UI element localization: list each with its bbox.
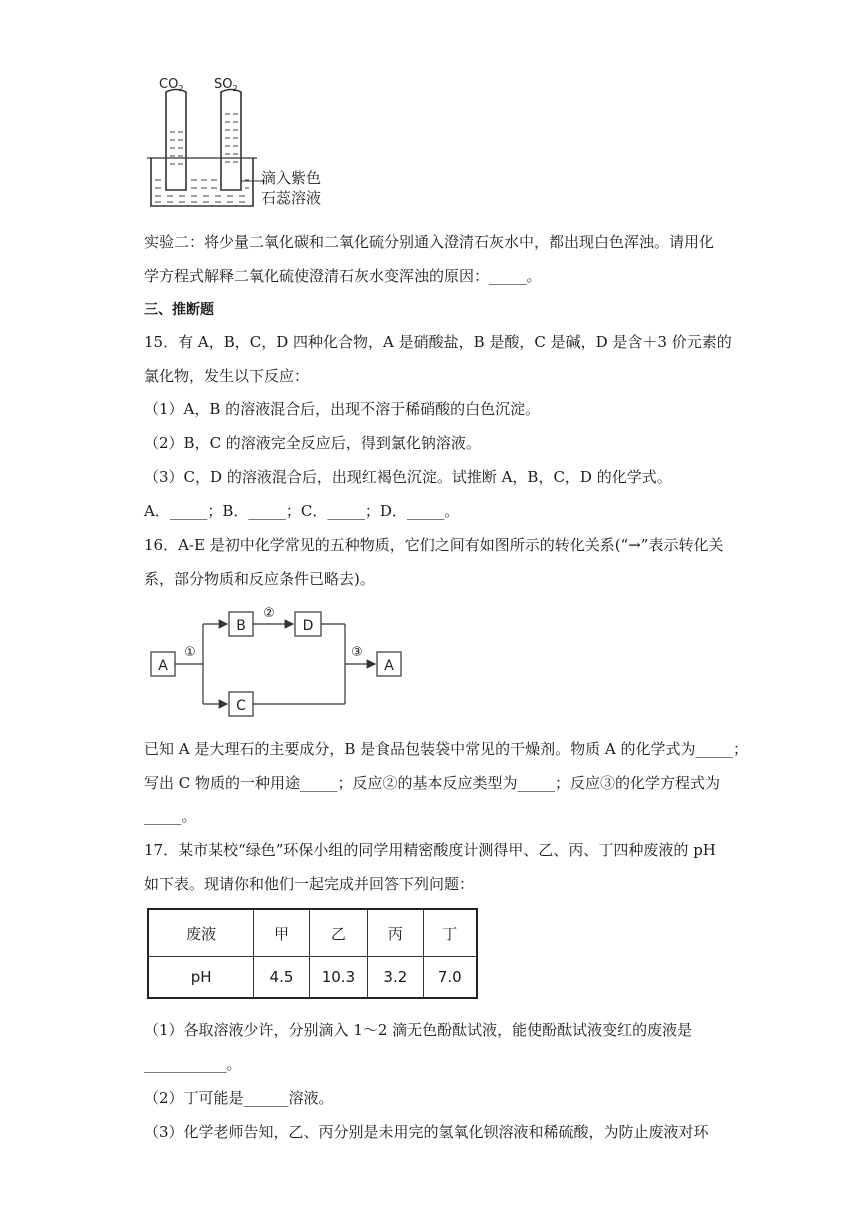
svg-text:B: B — [236, 618, 246, 634]
svg-text:A: A — [384, 658, 394, 674]
svg-text:D: D — [302, 618, 314, 634]
q17-sub1-line-2: ___________。 — [144, 1055, 242, 1073]
q16-line-4: 写出 C 物质的一种用途_____；反应②的基本反应类型为_____；反应③的化学方程式为 — [144, 774, 721, 792]
q15-line-2: 氯化物，发生以下反应： — [144, 367, 310, 385]
table-cell: 3.2 — [368, 957, 423, 998]
q16-line-5: _____。 — [144, 807, 197, 825]
q16-line-2: 系，部分物质和反应条件已略去)。 — [144, 570, 375, 588]
exp2-line-2: 学方程式解释二氧化硫使澄清石灰水变浑浊的原因：_____。 — [144, 267, 542, 285]
q16-line-3: 已知 A 是大理石的主要成分，B 是食品包装袋中常见的干燥剂。物质 A 的化学式为_____； — [144, 740, 749, 758]
q15-answers: A．_____；B．_____；C．_____；D．_____。 — [144, 502, 460, 520]
table-cell: 10.3 — [309, 957, 368, 998]
apparatus-note-1: 滴入紫色 — [261, 169, 322, 187]
q17-sub2: （2）丁可能是______溶液。 — [144, 1089, 334, 1107]
q17-line-1: 17．某市某校“绿色”环保小组的同学用精密酸度计测得甲、乙、丙、丁四种废液的 pH — [144, 841, 716, 859]
table-cell: pH — [148, 957, 254, 998]
exp2-line-1: 实验二：将少量二氧化碳和二氧化硫分别通入澄清石灰水中，都出现白色浑浊。请用化 — [144, 233, 715, 251]
co2-label: $CO_2$ — [159, 77, 184, 93]
step-1-label: ① — [184, 645, 196, 660]
q15-line-1: 15．有 A，B，C，D 四种化合物，A 是硝酸盐，B 是酸，C 是碱，D 是含＋3 价元素的 — [144, 333, 732, 351]
step-2-label: ② — [263, 606, 275, 621]
q16-line-1: 16．A-E 是初中化学常见的五种物质，它们之间有如图所示的转化关系(“→”表示转化关 — [144, 536, 724, 554]
so2-label: $SO_2$ — [214, 77, 238, 93]
table-cell: 丙 — [368, 909, 423, 957]
q15-item-3: （3）C，D 的溶液混合后，出现红褐色沉淀。试推断 A，B，C，D 的化学式。 — [144, 468, 672, 486]
table-cell: 废液 — [148, 909, 254, 957]
so2-test-tube — [221, 90, 241, 191]
conversion-diagram — [145, 600, 415, 725]
table-header-row — [148, 909, 477, 957]
q17-sub3: （3）化学老师告知，乙、丙分别是未用完的氢氧化钡溶液和稀硫酸，为防止废液对环 — [144, 1123, 709, 1141]
q17-line-2: 如下表。现请你和他们一起完成并回答下列问题： — [144, 875, 475, 893]
apparatus-note-2: 石蕊溶液 — [261, 189, 322, 207]
table-cell: 4.5 — [254, 957, 309, 998]
q15-item-2: （2）B，C 的溶液完全反应后，得到氯化钠溶液。 — [144, 434, 481, 452]
table-row — [148, 957, 477, 998]
svg-text:A: A — [158, 658, 168, 674]
section-title: 三、推断题 — [144, 302, 214, 318]
table-cell: 丁 — [423, 909, 477, 957]
apparatus-figure — [145, 72, 345, 212]
q15-item-1: （1）A，B 的溶液混合后，出现不溶于稀硝酸的白色沉淀。 — [144, 400, 541, 418]
q17-sub1-line-1: （1）各取溶液少许，分别滴入 1～2 滴无色酚酞试液，能使酚酞试液变红的废液是 — [144, 1021, 693, 1039]
step-3-label: ③ — [351, 645, 363, 660]
ph-table — [147, 908, 478, 999]
svg-text:C: C — [236, 698, 246, 714]
table-cell: 甲 — [254, 909, 309, 957]
table-cell: 乙 — [309, 909, 368, 957]
table-cell: 7.0 — [423, 957, 477, 998]
